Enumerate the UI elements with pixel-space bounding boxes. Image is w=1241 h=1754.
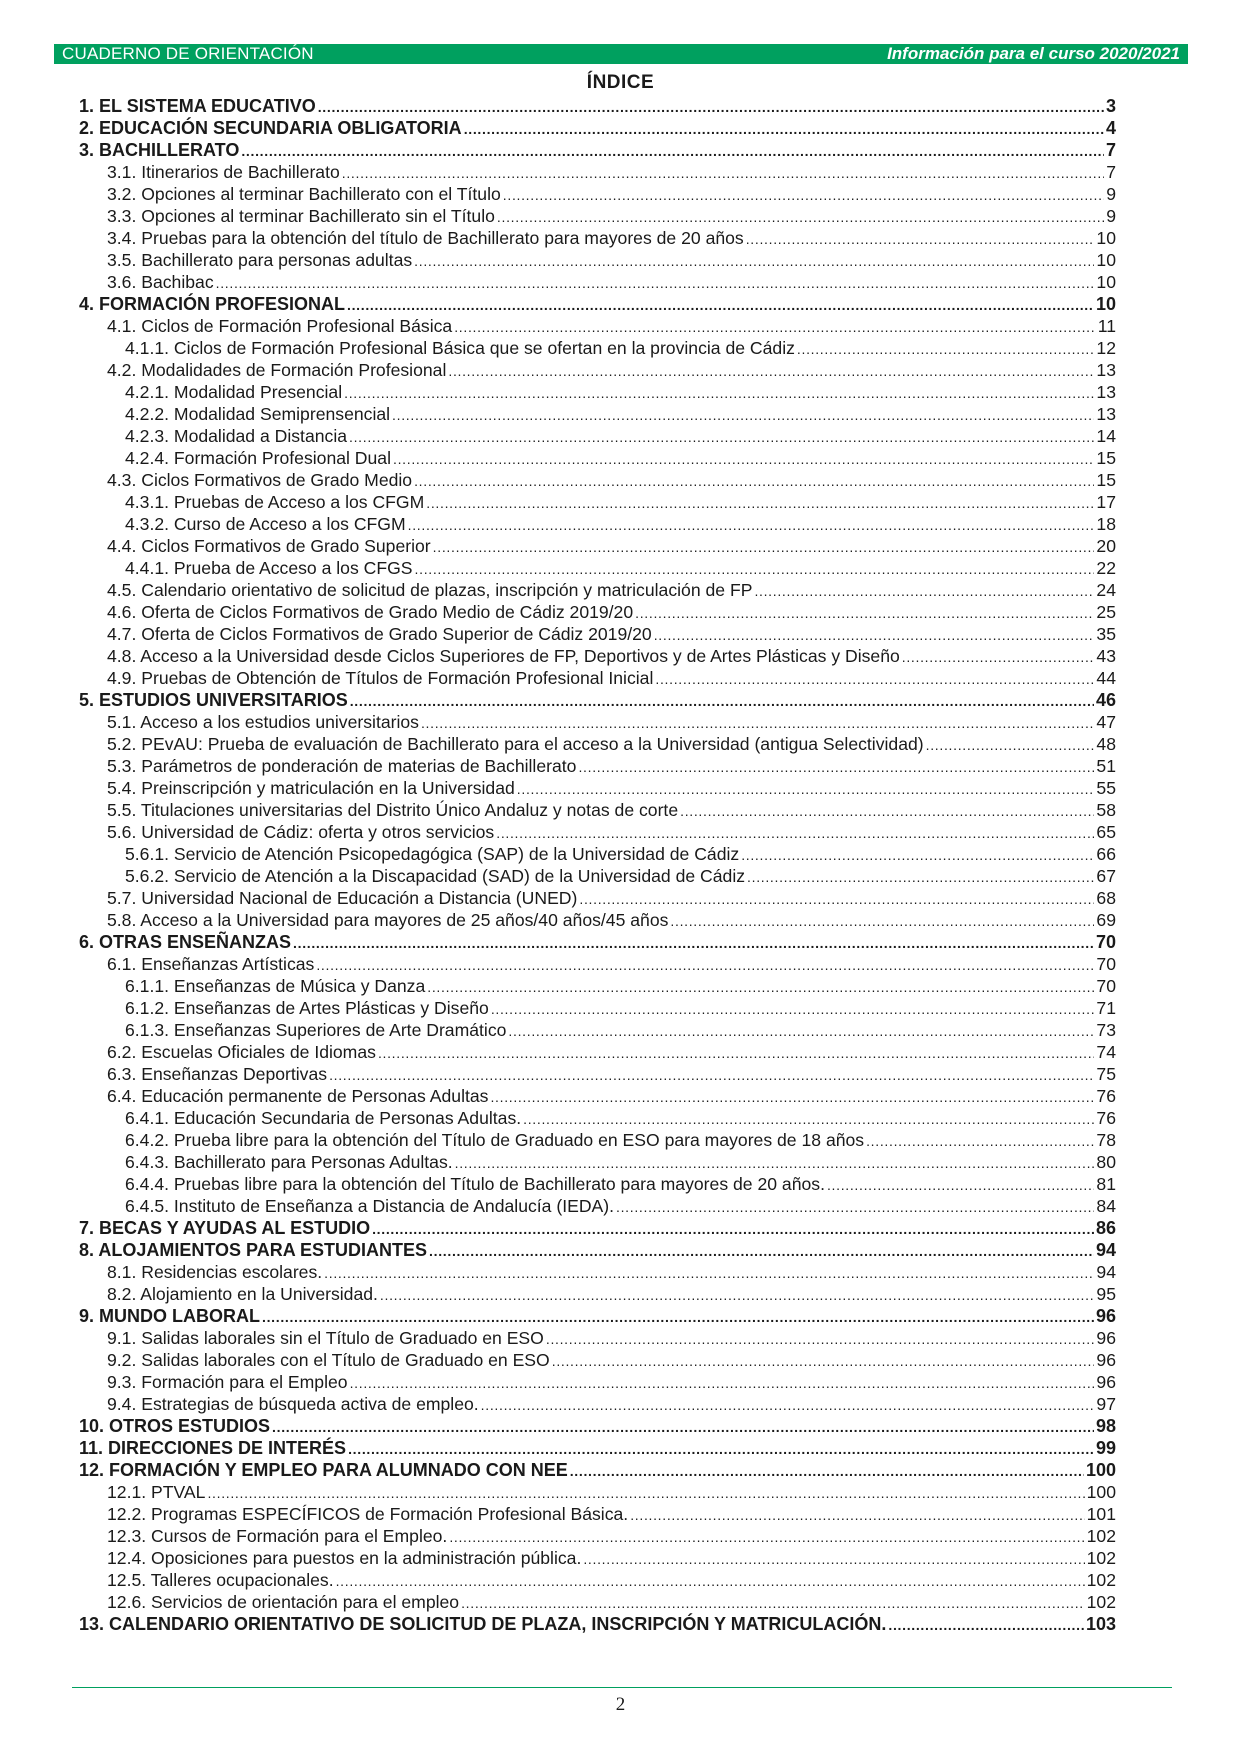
toc-dot-leader [348,1437,1094,1460]
toc-entry-page: 102 [1086,1548,1116,1568]
toc-entry[interactable] [79,491,1116,513]
toc-entry-title: 5.3. Parámetros de ponderación de materias de Bachillerato [107,756,577,776]
toc-entry-title: 4.4.1. Prueba de Acceso a los CFGS [125,558,413,578]
toc-entry-page: 70 [1095,932,1116,952]
toc-entry[interactable] [79,1019,1116,1041]
toc-entry[interactable] [79,1239,1116,1261]
toc-entry-title: 4.8. Acceso a la Universidad desde Ciclos Superiores de FP, Deportivos y de Artes Plásticas y Diseño [107,646,900,666]
toc-dot-leader [497,205,1104,228]
toc-entry-title: 12. FORMACIÓN Y EMPLEO PARA ALUMNADO CON NEE [79,1460,568,1480]
toc-entry[interactable] [79,733,1116,755]
toc-entry-page: 10 [1096,228,1116,248]
toc-dot-leader [503,183,1104,206]
toc-entry-title: 5.6.1. Servicio de Atención Psicopedagógica (SAP) de la Universidad de Cádiz [125,844,740,864]
toc-entry-title: 12.4. Oposiciones para puestos en la administración pública. [107,1548,582,1568]
toc-entry-page: 102 [1086,1570,1116,1590]
toc-entry-title: 4.1.1. Ciclos de Formación Profesional Básica que se ofertan en la provincia de Cádiz [125,338,795,358]
toc-dot-leader [350,1371,1095,1394]
toc-dot-leader [655,667,1094,690]
toc-dot-leader [654,623,1095,646]
page-title: ÍNDICE [586,72,655,93]
toc-entry[interactable] [79,469,1116,491]
toc-entry[interactable] [79,689,1116,711]
toc-entry-title: 13. CALENDARIO ORIENTATIVO DE SOLICITUD DE PLAZA, INSCRIPCIÓN Y MATRICULACIÓN. [79,1614,887,1634]
toc-entry[interactable] [79,1525,1116,1547]
toc-dot-leader [797,337,1095,360]
toc-entry-title: 7. BECAS Y AYUDAS AL ESTUDIO [79,1218,371,1238]
toc-entry-title: 5.4. Preinscripción y matriculación en la Universidad [107,778,515,798]
toc-dot-leader [449,1525,1084,1548]
toc-entry-page: 3 [1105,96,1116,116]
toc-entry-page: 70 [1096,954,1116,974]
toc-entry-page: 17 [1096,492,1116,512]
toc-entry[interactable] [79,645,1116,667]
toc-dot-leader [272,1415,1094,1438]
toc-entry-title: 5.6.2. Servicio de Atención a la Discapacidad (SAD) de la Universidad de Cádiz [125,866,746,886]
toc-entry[interactable] [79,271,1116,293]
toc-entry[interactable] [79,1349,1116,1371]
toc-entry-title: 5.6. Universidad de Cádiz: oferta y otros servicios [107,822,495,842]
toc-entry[interactable] [79,1613,1116,1635]
toc-entry-page: 102 [1086,1592,1116,1612]
toc-entry-page: 96 [1096,1372,1116,1392]
toc-entry[interactable] [79,975,1116,997]
toc-entry-title: 9.1. Salidas laborales sin el Título de Graduado en ESO [107,1328,544,1348]
toc-entry-page: 65 [1096,822,1116,842]
toc-entry-page: 76 [1096,1086,1116,1106]
toc-entry-title: 12.1. PTVAL [107,1482,206,1502]
toc-dot-leader [293,931,1094,954]
toc-entry-page: 24 [1096,580,1116,600]
toc-entry[interactable] [79,667,1116,689]
toc-dot-leader [926,733,1095,756]
toc-entry-title: 4.6. Oferta de Ciclos Formativos de Grado Medio de Cádiz 2019/20 [107,602,634,622]
toc-dot-leader [207,1481,1084,1504]
toc-dot-leader [579,887,1094,910]
toc-dot-leader [316,953,1094,976]
toc-entry-title: 12.6. Servicios de orientación para el empleo [107,1592,460,1612]
toc-entry-page: 67 [1096,866,1116,886]
toc-entry-title: 3. BACHILLERATO [79,140,240,160]
toc-entry-page: 44 [1096,668,1116,688]
toc-entry-title: 6.1.3. Enseñanzas Superiores de Arte Dramático [125,1020,507,1040]
toc-dot-leader [827,1173,1094,1196]
header-right-title: Información para el curso 2020/2021 [887,44,1180,63]
toc-entry-title: 6.1.2. Enseñanzas de Artes Plásticas y Diseño [125,998,489,1018]
toc-dot-leader [448,359,1094,382]
toc-entry-title: 4.9. Pruebas de Obtención de Títulos de Formación Profesional Inicial [107,668,654,688]
toc-entry-page: 98 [1095,1416,1116,1436]
toc-dot-leader [508,1019,1094,1042]
toc-entry-page: 18 [1096,514,1116,534]
toc-entry[interactable] [79,359,1116,381]
toc-dot-leader [490,1085,1094,1108]
toc-entry-page: 13 [1096,404,1116,424]
toc-entry-page: 71 [1096,998,1116,1018]
toc-entry[interactable] [79,931,1116,953]
toc-dot-leader [496,821,1094,844]
toc-dot-leader [380,1283,1095,1306]
toc-dot-leader [746,227,1095,250]
toc-entry[interactable] [79,777,1116,799]
toc-entry[interactable] [79,117,1116,139]
toc-dot-leader [414,249,1094,272]
toc-entry[interactable] [79,381,1116,403]
toc-entry-page: 84 [1096,1196,1116,1216]
toc-entry-page: 86 [1095,1218,1116,1238]
toc-entry-title: 11. DIRECCIONES DE INTERÉS [79,1438,347,1458]
toc-entry-page: 69 [1096,910,1116,930]
toc-dot-leader [393,447,1094,470]
toc-dot-leader [372,1217,1094,1240]
toc-entry[interactable] [79,249,1116,271]
toc-entry-page: 94 [1095,1240,1116,1260]
toc-entry-title: 8.2. Alojamiento en la Universidad. [107,1284,378,1304]
header-left-title: CUADERNO DE ORIENTACIÓN [62,44,314,63]
header-bar [54,44,1188,64]
toc-entry[interactable] [79,1217,1116,1239]
toc-entry-title: 4.2.1. Modalidad Presencial [125,382,343,402]
toc-entry-title: 5.5. Titulaciones universitarias del Distrito Único Andaluz y notas de corte [107,800,679,820]
toc-entry-page: 13 [1096,360,1116,380]
toc-entry[interactable] [79,623,1116,645]
toc-dot-leader [429,1239,1094,1262]
toc-entry-title: 4.3.1. Pruebas de Acceso a los CFGM [125,492,425,512]
toc-entry-title: 10. OTROS ESTUDIOS [79,1416,271,1436]
toc-entry[interactable] [79,799,1116,821]
toc-entry[interactable] [79,425,1116,447]
toc-entry[interactable] [79,1283,1116,1305]
toc-dot-leader [670,909,1094,932]
toc-dot-leader [262,1305,1094,1328]
toc-entry-title: 6.1.1. Enseñanzas de Música y Danza [125,976,426,996]
toc-entry-page: 9 [1106,184,1116,204]
toc-dot-leader [630,1503,1084,1526]
toc-entry[interactable] [79,1481,1116,1503]
toc-entry[interactable] [79,293,1116,315]
toc-entry-page: 13 [1096,382,1116,402]
toc-entry[interactable] [79,579,1116,601]
toc-entry-title: 6.4.2. Prueba libre para la obtención del Título de Graduado en ESO para mayores de 18 años [125,1130,865,1150]
toc-entry[interactable] [79,1437,1116,1459]
toc-entry-page: 46 [1095,690,1116,710]
toc-entry[interactable] [79,1591,1116,1613]
toc-entry[interactable] [79,1195,1116,1217]
toc-entry-title: 4. FORMACIÓN PROFESIONAL [79,294,346,314]
toc-entry[interactable] [79,755,1116,777]
toc-entry[interactable] [79,1041,1116,1063]
toc-entry[interactable] [79,139,1116,161]
toc-dot-leader [414,469,1094,492]
toc-entry[interactable] [79,1415,1116,1437]
toc-entry-page: 4 [1105,118,1116,138]
toc-entry[interactable] [79,403,1116,425]
toc-dot-leader [578,755,1094,778]
toc-entry[interactable] [79,1151,1116,1173]
toc-entry-page: 75 [1096,1064,1116,1084]
toc-dot-leader [455,1151,1095,1174]
toc-entry[interactable] [79,447,1116,469]
toc-entry-title: 5.1. Acceso a los estudios universitarios [107,712,419,732]
toc-entry[interactable] [79,1173,1116,1195]
toc-dot-leader [464,117,1104,140]
toc-entry-page: 68 [1096,888,1116,908]
toc-entry-title: 9.3. Formación para el Empleo [107,1372,348,1392]
toc-entry[interactable] [79,997,1116,1019]
toc-dot-leader [454,315,1096,338]
toc-dot-leader [344,381,1094,404]
toc-entry-page: 14 [1096,426,1116,446]
toc-entry-page: 9 [1106,206,1116,226]
toc-dot-leader [635,601,1094,624]
toc-dot-leader [329,1063,1094,1086]
toc-entry-page: 94 [1096,1262,1116,1282]
toc-entry-title: 5.2. PEvAU: Prueba de evaluación de Bachillerato para el acceso a la Universidad (antigua Selectividad) [107,734,924,754]
toc-entry-page: 70 [1096,976,1116,996]
toc-entry[interactable] [79,887,1116,909]
toc-dot-leader [552,1349,1095,1372]
toc-dot-leader [546,1327,1095,1350]
toc-entry[interactable] [79,1327,1116,1349]
toc-entry-title: 4.3.2. Curso de Acceso a los CFGM [125,514,406,534]
toc-entry-title: 1. EL SISTEMA EDUCATIVO [79,96,316,116]
toc-dot-leader [888,1613,1084,1636]
toc-entry[interactable] [79,1085,1116,1107]
toc-entry-title: 4.2.4. Formación Profesional Dual [125,448,391,468]
toc-entry[interactable] [79,1063,1116,1085]
toc-entry[interactable] [79,711,1116,733]
toc-entry[interactable] [79,1371,1116,1393]
toc-dot-leader [481,1393,1095,1416]
toc-dot-leader [616,1195,1094,1218]
toc-entry-page: 7 [1106,162,1116,182]
toc-entry-title: 5.8. Acceso a la Universidad para mayores de 25 años/40 años/45 años [107,910,669,930]
toc-entry-title: 4.1. Ciclos de Formación Profesional Básica [107,316,453,336]
toc-dot-leader [378,1041,1094,1064]
toc-dot-leader [517,777,1095,800]
toc-entry-title: 3.5. Bachillerato para personas adultas [107,250,413,270]
toc-entry-title: 3.4. Pruebas para la obtención del título de Bachillerato para mayores de 20 años [107,228,744,248]
toc-entry-page: 10 [1096,272,1116,292]
toc-entry[interactable] [79,161,1116,183]
toc-entry-page: 96 [1096,1350,1116,1370]
toc-entry-title: 4.2. Modalidades de Formación Profesional [107,360,447,380]
toc-dot-leader [216,271,1095,294]
toc-entry[interactable] [79,1261,1116,1283]
toc-entry-page: 7 [1105,140,1116,160]
toc-entry-title: 6.4.5. Instituto de Enseñanza a Distancia de Andalucía (IEDA). [125,1196,615,1216]
toc-dot-leader [491,997,1095,1020]
toc-entry-page: 103 [1085,1614,1116,1634]
toc-entry[interactable] [79,535,1116,557]
toc-entry[interactable] [79,205,1116,227]
toc-entry-title: 9.4. Estrategias de búsqueda activa de empleo. [107,1394,479,1414]
toc-entry-page: 12 [1096,338,1116,358]
toc-entry-page: 101 [1086,1504,1116,1524]
toc-entry[interactable] [79,601,1116,623]
toc-entry-title: 4.3. Ciclos Formativos de Grado Medio [107,470,413,490]
toc-dot-leader [747,865,1094,888]
toc-entry-title: 8. ALOJAMIENTOS PARA ESTUDIANTES [79,1240,428,1260]
toc-entry-page: 95 [1096,1284,1116,1304]
toc-dot-leader [754,579,1094,602]
toc-entry-page: 22 [1096,558,1116,578]
toc-entry[interactable] [79,513,1116,535]
toc-entry-title: 3.2. Opciones al terminar Bachillerato con el Título [107,184,501,204]
toc-entry-title: 4.7. Oferta de Ciclos Formativos de Grado Superior de Cádiz 2019/20 [107,624,652,644]
toc-entry[interactable] [79,1393,1116,1415]
toc-dot-leader [318,95,1104,118]
toc-entry-title: 5.7. Universidad Nacional de Educación a Distancia (UNED) [107,888,578,908]
toc-entry[interactable] [79,843,1116,865]
toc-dot-leader [421,711,1094,734]
toc-entry[interactable] [79,315,1116,337]
toc-entry-page: 35 [1096,624,1116,644]
toc-entry-page: 73 [1096,1020,1116,1040]
toc-entry[interactable] [79,1305,1116,1327]
toc-entry-title: 9.2. Salidas laborales con el Título de Graduado en ESO [107,1350,550,1370]
page-number: 2 [615,1694,626,1715]
toc-entry-title: 3.1. Itinerarios de Bachillerato [107,162,340,182]
toc-entry[interactable] [79,95,1116,117]
toc-entry[interactable] [79,909,1116,931]
toc-dot-leader [347,293,1094,316]
toc-entry[interactable] [79,1129,1116,1151]
toc-dot-leader [426,491,1094,514]
toc-dot-leader [583,1547,1084,1570]
toc-entry-title: 3.6. Bachibac [107,272,214,292]
toc-entry[interactable] [79,1459,1116,1481]
toc-entry[interactable] [79,557,1116,579]
toc-entry-page: 55 [1096,778,1116,798]
toc-entry-title: 6.4.3. Bachillerato para Personas Adultas. [125,1152,453,1172]
toc-entry-page: 10 [1095,294,1116,314]
toc-entry[interactable] [79,337,1116,359]
toc-entry[interactable] [79,1107,1116,1129]
toc-dot-leader [461,1591,1085,1614]
toc-entry-title: 6.4.4. Pruebas libre para la obtención del Título de Bachillerato para mayores de 20 años. [125,1174,825,1194]
toc-entry[interactable] [79,1547,1116,1569]
toc-dot-leader [349,425,1094,448]
toc-entry-title: 6.4.1. Educación Secundaria de Personas Adultas. [125,1108,522,1128]
toc-dot-leader [350,689,1094,712]
toc-entry-title: 6.3. Enseñanzas Deportivas [107,1064,328,1084]
toc-entry-page: 66 [1096,844,1116,864]
toc-dot-leader [408,513,1095,536]
toc-dot-leader [427,975,1094,998]
toc-dot-leader [336,1569,1085,1592]
toc-entry[interactable] [79,865,1116,887]
toc-dot-leader [324,1261,1094,1284]
toc-entry-title: 6.2. Escuelas Oficiales de Idiomas [107,1042,376,1062]
toc-entry-title: 4.2.3. Modalidad a Distancia [125,426,348,446]
toc-entry[interactable] [79,953,1116,975]
toc-entry-title: 6. OTRAS ENSEÑANZAS [79,932,292,952]
toc-entry-title: 8.1. Residencias escolares. [107,1262,323,1282]
toc-dot-leader [680,799,1094,822]
toc-dot-leader [392,403,1094,426]
toc-entry-page: 100 [1086,1482,1116,1502]
toc-entry-page: 51 [1096,756,1116,776]
toc-entry-title: 12.3. Cursos de Formación para el Empleo. [107,1526,448,1546]
toc-entry-page: 10 [1096,250,1116,270]
toc-entry-page: 20 [1096,536,1116,556]
toc-entry-page: 102 [1086,1526,1116,1546]
toc-entry-page: 48 [1096,734,1116,754]
toc-entry-page: 100 [1085,1460,1116,1480]
toc-entry-title: 5. ESTUDIOS UNIVERSITARIOS [79,690,348,710]
toc-entry-page: 25 [1096,602,1116,622]
toc-entry-title: 12.2. Programas ESPECÍFICOS de Formación Profesional Básica. [107,1504,629,1524]
toc-entry-page: 78 [1096,1130,1116,1150]
toc-dot-leader [902,645,1095,668]
toc-entry-page: 96 [1096,1328,1116,1348]
toc-dot-leader [741,843,1094,866]
toc-dot-leader [433,535,1095,558]
toc-entry-page: 15 [1096,448,1116,468]
toc-dot-leader [866,1129,1094,1152]
toc-dot-leader [342,161,1104,184]
toc-entry-page: 80 [1096,1152,1116,1172]
toc-entry-page: 47 [1096,712,1116,732]
toc-entry-page: 99 [1095,1438,1116,1458]
toc-entry-page: 96 [1095,1306,1116,1326]
toc-entry-page: 74 [1096,1042,1116,1062]
toc-entry-title: 6.4. Educación permanente de Personas Adultas [107,1086,489,1106]
toc-entry-page: 58 [1096,800,1116,820]
toc-entry-title: 4.4. Ciclos Formativos de Grado Superior [107,536,431,556]
toc-entry-page: 76 [1096,1108,1116,1128]
toc-entry-page: 81 [1096,1174,1116,1194]
toc-entry-page: 97 [1096,1394,1116,1414]
toc-dot-leader [523,1107,1094,1130]
toc-entry-title: 4.5. Calendario orientativo de solicitud de plazas, inscripción y matriculación de FP [107,580,753,600]
toc-entry[interactable] [79,821,1116,843]
table-of-contents [79,95,1116,1635]
toc-entry-title: 12.5. Talleres ocupacionales. [107,1570,334,1590]
toc-dot-leader [241,139,1104,162]
toc-entry[interactable] [79,1569,1116,1591]
footer-divider [72,1687,1172,1688]
toc-entry-page: 11 [1097,316,1116,336]
toc-entry-title: 9. MUNDO LABORAL [79,1306,260,1326]
toc-entry-page: 43 [1096,646,1116,666]
toc-entry-title: 6.1. Enseñanzas Artísticas [107,954,315,974]
toc-entry[interactable] [79,183,1116,205]
toc-entry-title: 2. EDUCACIÓN SECUNDARIA OBLIGATORIA [79,118,462,138]
toc-entry-page: 15 [1096,470,1116,490]
toc-dot-leader [415,557,1095,580]
toc-dot-leader [570,1459,1084,1482]
toc-entry-title: 3.3. Opciones al terminar Bachillerato sin el Título [107,206,495,226]
toc-entry[interactable] [79,1503,1116,1525]
toc-entry[interactable] [79,227,1116,249]
toc-entry-title: 4.2.2. Modalidad Semiprensencial [125,404,391,424]
